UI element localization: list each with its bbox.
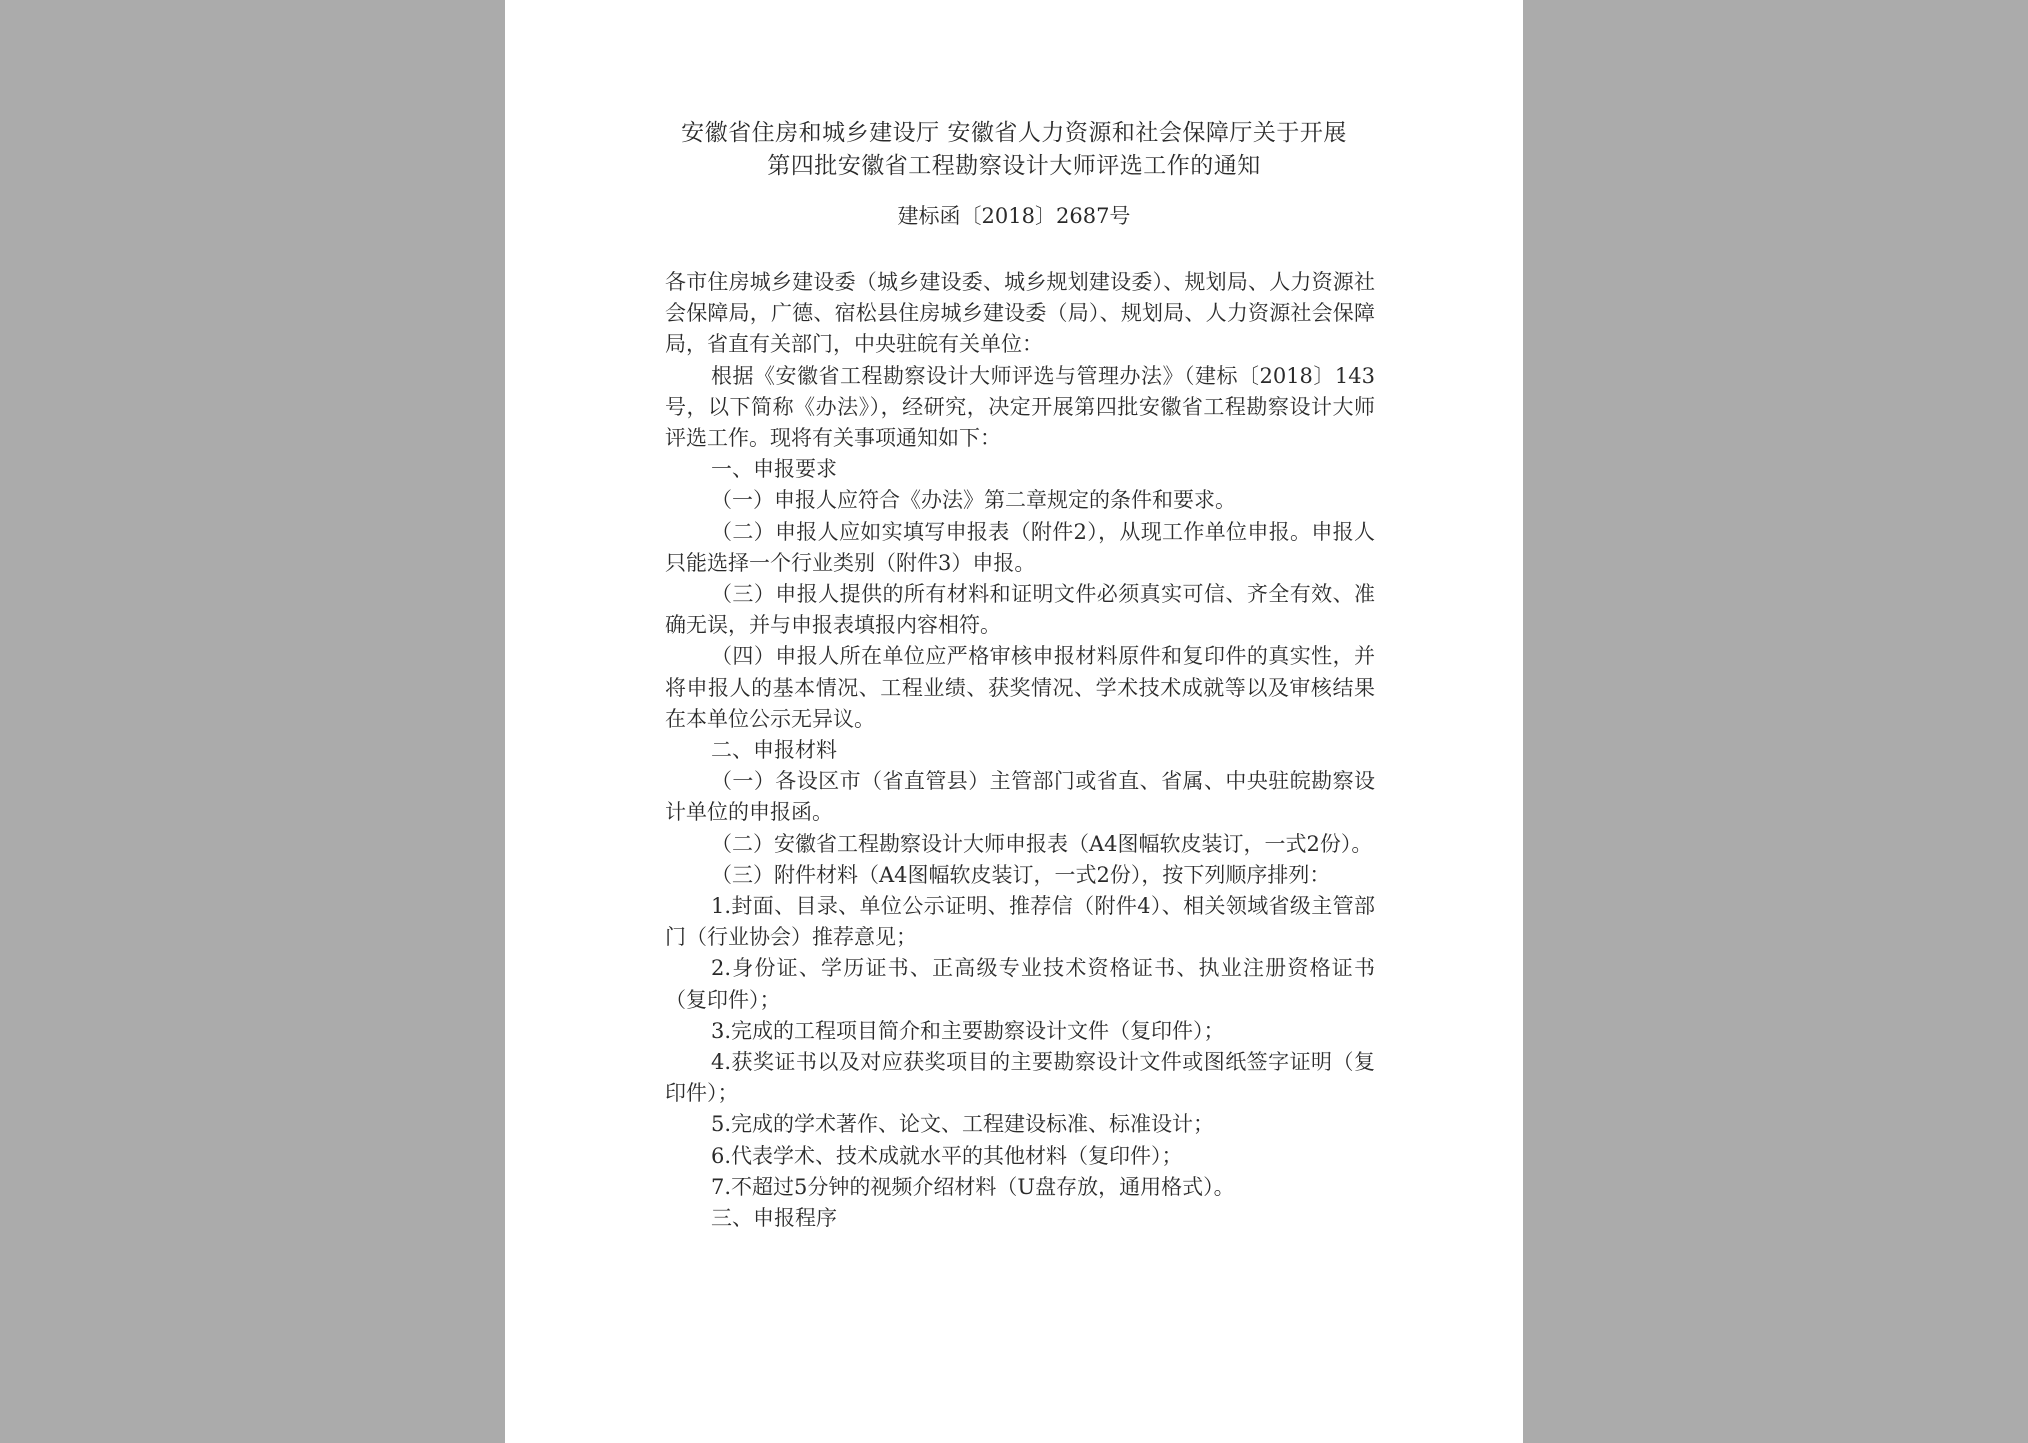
- document-title: [505, 117, 1523, 183]
- list-item: 7.不超过5分钟的视频介绍材料（U盘存放，通用格式）。: [711, 1174, 1235, 1199]
- list-item: 2.身份证、学历证书、正高级专业技术资格证书、执业注册资格证书（复印件）；: [665, 956, 1375, 1012]
- list-item: 6.代表学术、技术成就水平的其他材料（复印件）；: [711, 1143, 1183, 1168]
- title-line-1: 安徽省住房和城乡建设厅 安徽省人力资源和社会保障厅关于开展: [681, 120, 1347, 146]
- list-item: 1.封面、目录、单位公示证明、推荐信（附件4）、相关领域省级主管部门（行业协会）推荐意见；: [665, 894, 1375, 950]
- title-line-2: 第四批安徽省工程勘察设计大师评选工作的通知: [767, 153, 1261, 179]
- body-paragraph: 根据《安徽省工程勘察设计大师评选与管理办法》（建标〔2018〕143号，以下简称《办法》），经研究，决定开展第四批安徽省工程勘察设计大师评选工作。现将有关事项通知如下：: [665, 363, 1375, 451]
- body-paragraph: （三）附件材料（A4图幅软皮装订，一式2份），按下列顺序排列：: [711, 862, 1331, 887]
- body-paragraph: （一）申报人应符合《办法》第二章规定的条件和要求。: [711, 488, 1236, 513]
- body-paragraph: （一）各设区市（省直管县）主管部门或省直、省属、中央驻皖勘察设计单位的申报函。: [665, 769, 1375, 825]
- document-page: [505, 0, 1523, 1443]
- body-paragraph: （二）申报人应如实填写申报表（附件2），从现工作单位申报。申报人只能选择一个行业类别（附件3）申报。: [665, 519, 1375, 575]
- section-heading: 三、申报程序: [711, 1206, 837, 1231]
- section-heading: 二、申报材料: [711, 738, 837, 763]
- salutation-paragraph: 各市住房城乡建设委（城乡建设委、城乡规划建设委）、规划局、人力资源社会保障局，广德、宿松县住房城乡建设委（局）、规划局、人力资源社会保障局，省直有关部门，中央驻皖有关单位：: [665, 270, 1375, 357]
- body-paragraph: （三）申报人提供的所有材料和证明文件必须真实可信、齐全有效、准确无误，并与申报表填报内容相符。: [665, 582, 1375, 638]
- list-item: 4.获奖证书以及对应获奖项目的主要勘察设计文件或图纸签字证明（复印件）；: [665, 1050, 1375, 1106]
- document-number: 建标函〔2018〕2687号: [897, 204, 1131, 228]
- document-body: [665, 267, 1375, 1234]
- body-paragraph: （二）安徽省工程勘察设计大师申报表（A4图幅软皮装订，一式2份）。: [711, 831, 1373, 856]
- list-item: 5.完成的学术著作、论文、工程建设标准、标准设计；: [711, 1112, 1215, 1137]
- section-heading: 一、申报要求: [711, 457, 837, 482]
- body-paragraph: （四）申报人所在单位应严格审核申报材料原件和复印件的真实性，并将申报人的基本情况、工程业绩、获奖情况、学术技术成就等以及审核结果在本单位公示无异议。: [665, 644, 1375, 731]
- list-item: 3.完成的工程项目简介和主要勘察设计文件（复印件）；: [711, 1018, 1225, 1043]
